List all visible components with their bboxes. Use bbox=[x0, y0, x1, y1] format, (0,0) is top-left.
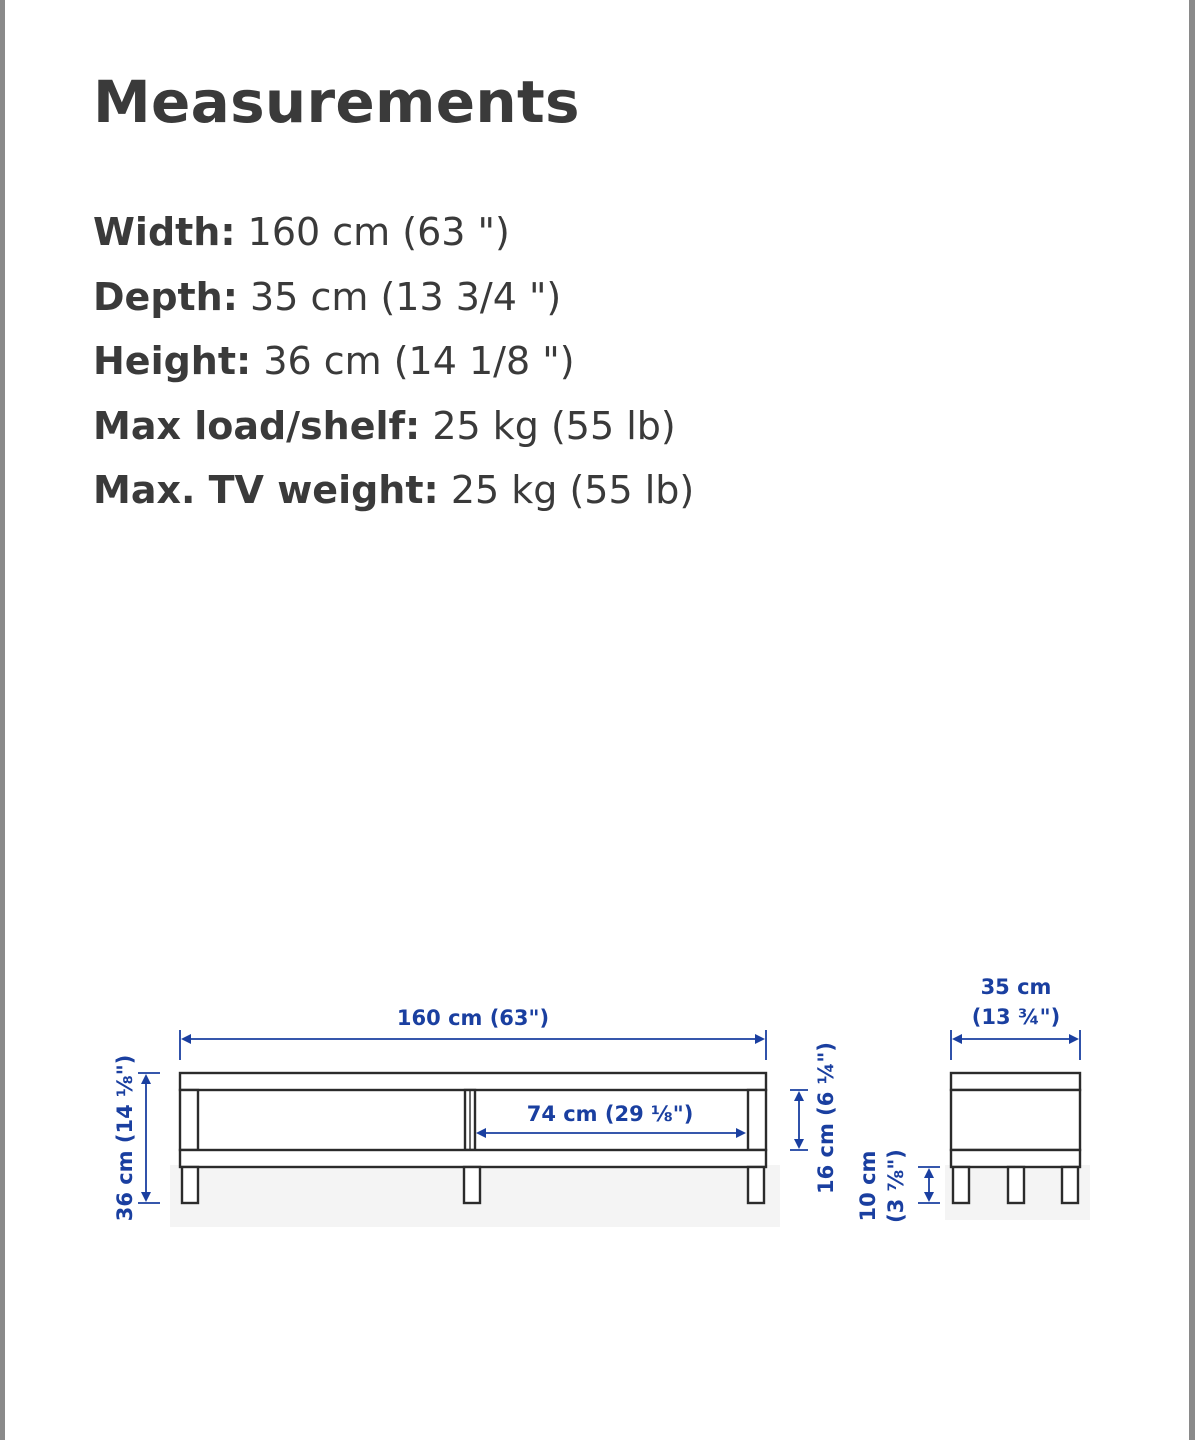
side-leg-middle bbox=[1008, 1167, 1024, 1203]
page-title: Measurements bbox=[93, 68, 580, 136]
width-dimension bbox=[180, 1006, 766, 1060]
spec-value: 35 cm (13 3/4 ") bbox=[250, 274, 562, 319]
spec-label: Width: bbox=[93, 210, 236, 254]
side-bottom-shelf bbox=[951, 1150, 1080, 1167]
dimension-diagram bbox=[0, 960, 1195, 1250]
leg-height-label-line1: 10 cm bbox=[856, 1150, 880, 1222]
side-top-panel bbox=[951, 1073, 1080, 1090]
opening-height-dimension bbox=[790, 1042, 838, 1194]
leg-height-label-line2: (3 ⅞") bbox=[884, 1149, 908, 1223]
depth-label-line2: (13 ¾") bbox=[971, 1005, 1061, 1029]
bench-leg-middle bbox=[464, 1167, 480, 1203]
spec-label: Height: bbox=[93, 339, 252, 383]
spec-depth bbox=[93, 265, 694, 330]
measurement-list bbox=[93, 200, 694, 523]
height-dimension-label: 36 cm (14 ⅛") bbox=[113, 1054, 137, 1222]
bench-right-side bbox=[748, 1090, 766, 1150]
side-leg-back bbox=[1062, 1167, 1078, 1203]
inner-width-dimension bbox=[476, 1102, 746, 1138]
inner-width-dimension-label: 74 cm (29 ⅛") bbox=[526, 1102, 694, 1126]
spec-label: Depth: bbox=[93, 274, 238, 319]
bench-left-side bbox=[180, 1090, 198, 1150]
spec-height bbox=[93, 329, 694, 394]
opening-height-dimension-label: 16 cm (6 ¼") bbox=[814, 1042, 838, 1194]
bench-leg-left bbox=[182, 1167, 198, 1203]
bench-leg-right bbox=[748, 1167, 764, 1203]
width-dimension-label: 160 cm (63") bbox=[396, 1006, 550, 1030]
spec-label: Max. TV weight: bbox=[93, 468, 439, 512]
depth-dimension bbox=[951, 975, 1080, 1060]
spec-value: 25 kg (55 lb) bbox=[450, 468, 695, 512]
spec-value: 25 kg (55 lb) bbox=[432, 403, 676, 448]
spec-value: 160 cm (63 ") bbox=[247, 210, 510, 254]
spec-width bbox=[93, 200, 694, 265]
spec-value: 36 cm (14 1/8 ") bbox=[263, 339, 575, 383]
side-leg-front bbox=[953, 1167, 969, 1203]
depth-label-line1: 35 cm bbox=[980, 975, 1052, 999]
spec-max-tv-weight bbox=[93, 458, 694, 523]
leg-height-dimension bbox=[856, 1149, 940, 1223]
bench-top-panel bbox=[180, 1073, 766, 1090]
side-panel bbox=[951, 1090, 1080, 1150]
spec-max-load-shelf bbox=[93, 394, 694, 459]
spec-label: Max load/shelf: bbox=[93, 403, 421, 448]
height-dimension bbox=[113, 1055, 160, 1222]
bench-bottom-shelf bbox=[180, 1150, 766, 1167]
